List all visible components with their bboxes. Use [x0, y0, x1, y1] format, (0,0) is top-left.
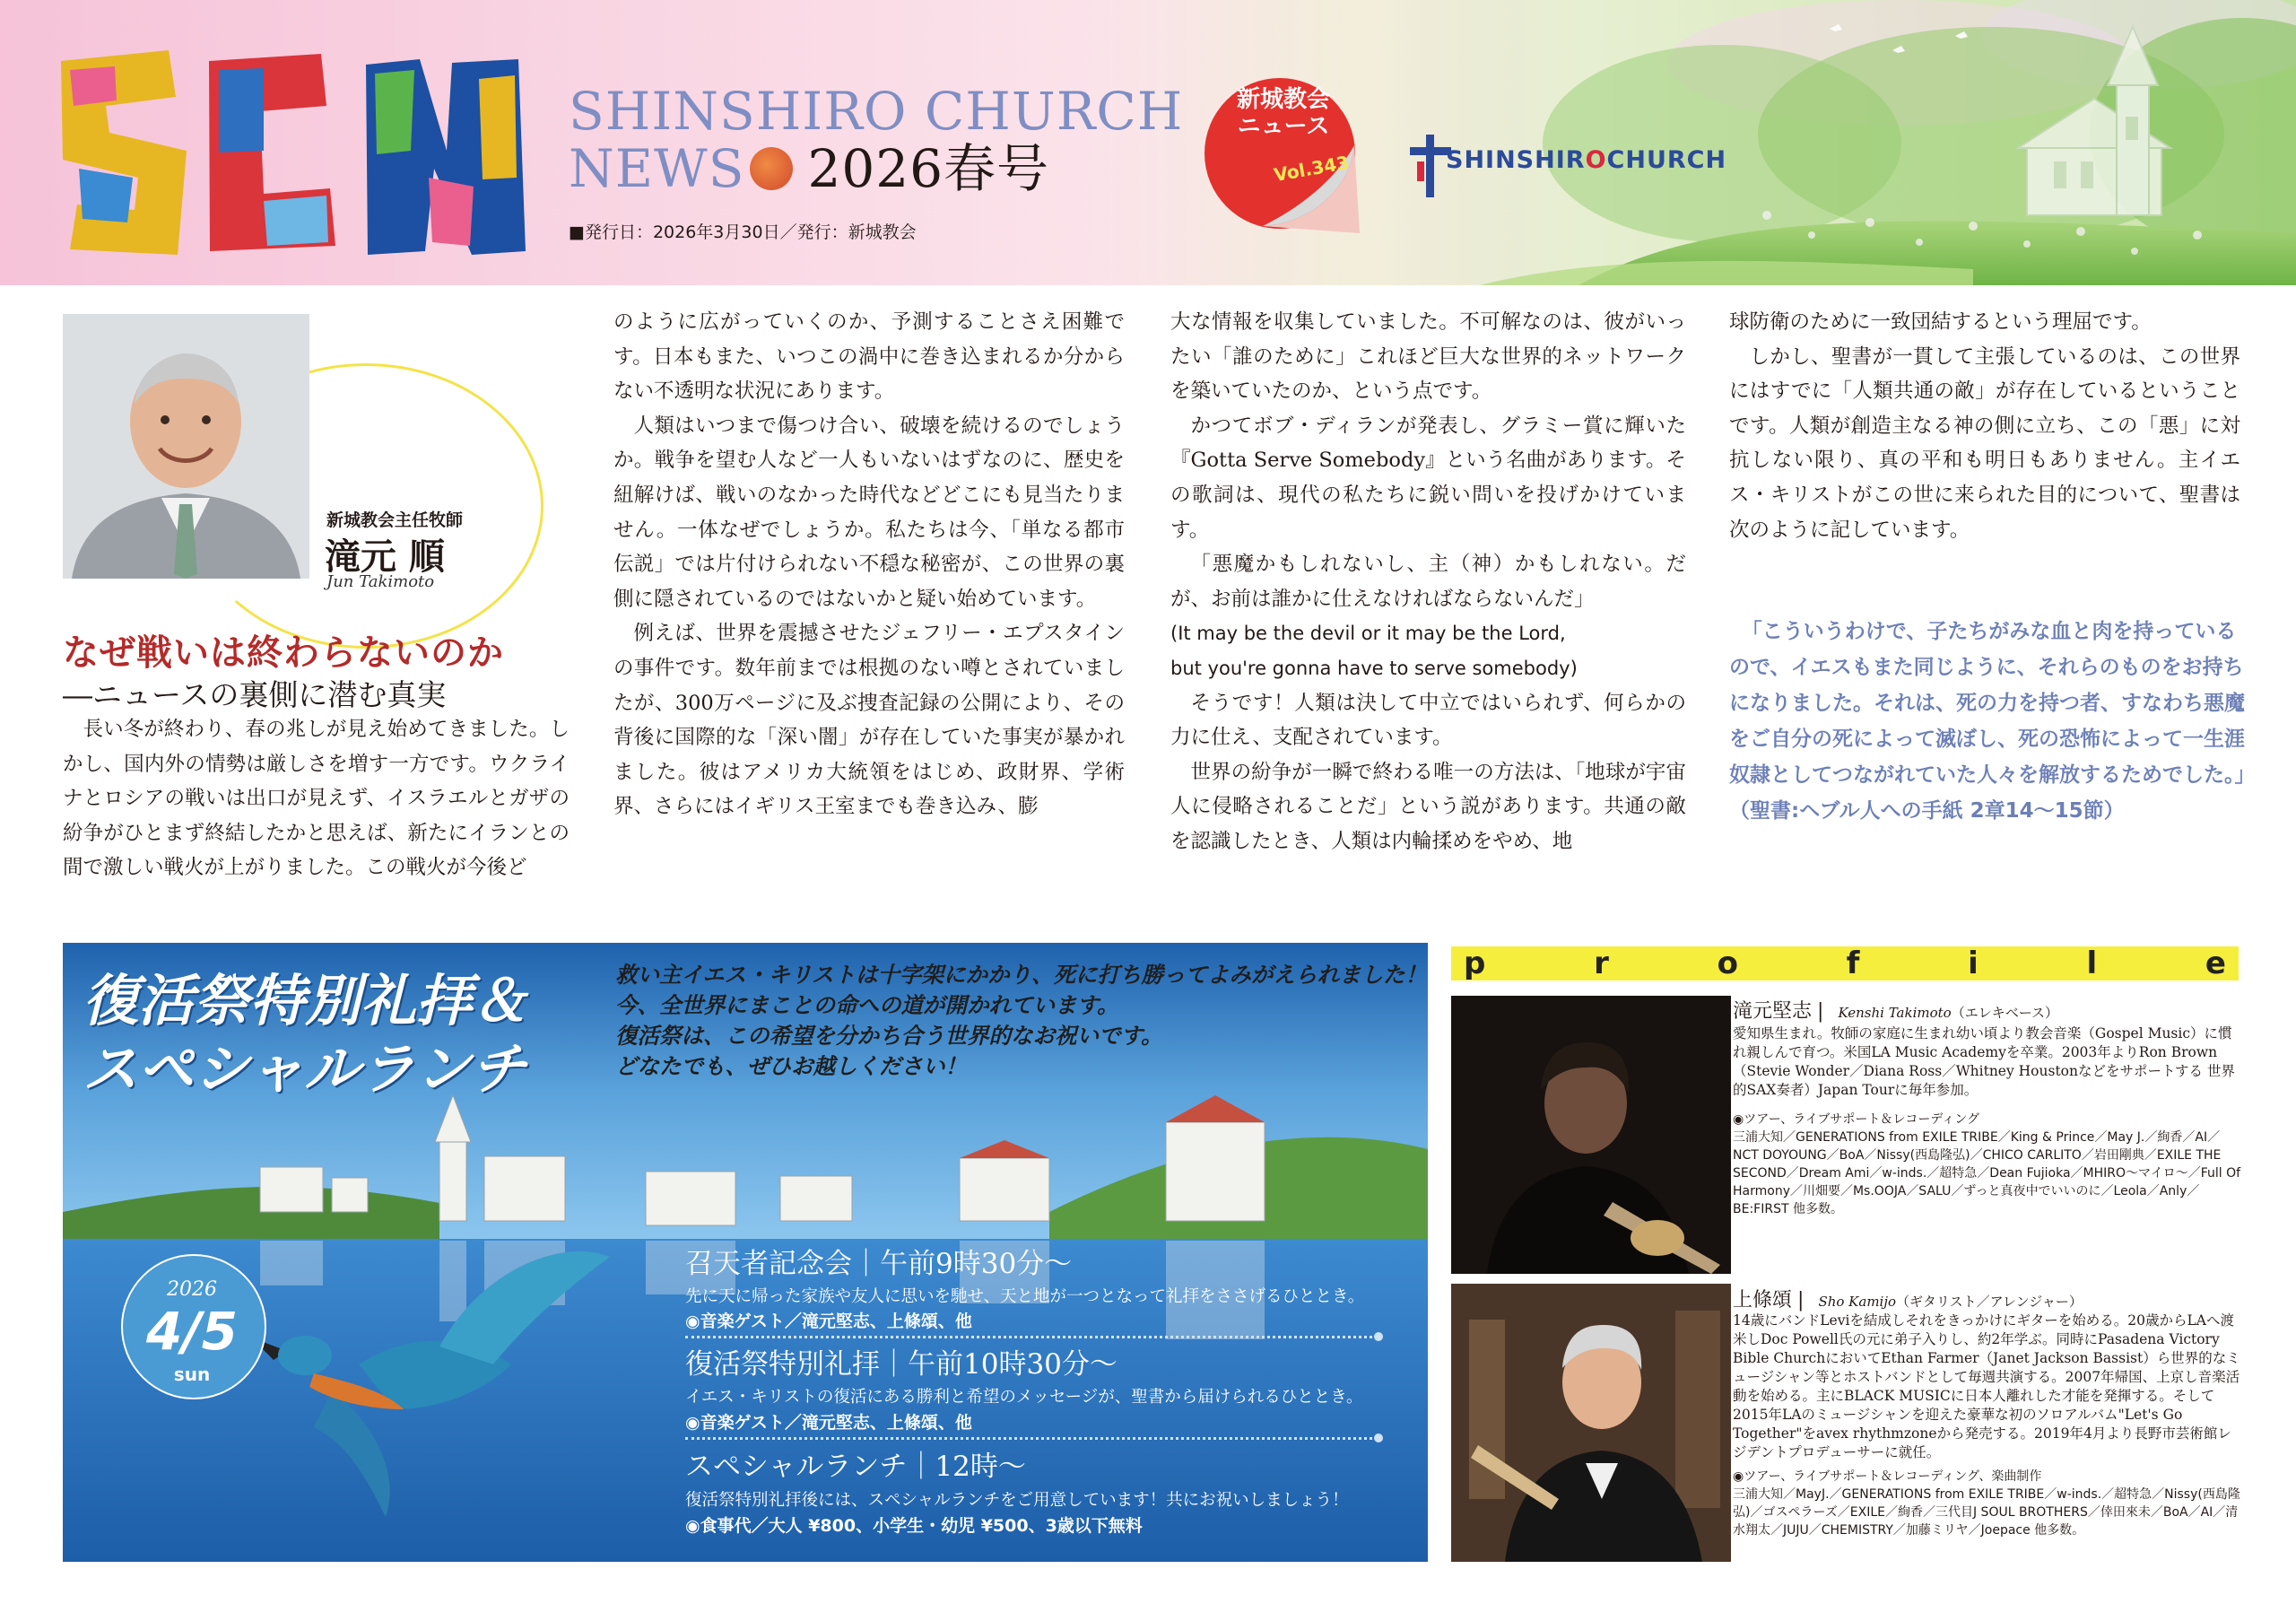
profile-bio	[1733, 1312, 2242, 1462]
publication-info: ■発行日：2026年3月30日／発行：新城教会	[569, 222, 917, 242]
event-guest: ◉音楽ゲスト／滝元堅志、上條頌、他	[685, 1413, 972, 1433]
bible-verse	[1729, 614, 2256, 829]
profile-name-english: Sho Kamijo	[1818, 1294, 1897, 1310]
brand-line-1: SHINSHIRO CHURCH	[569, 81, 1184, 142]
profile-name: 滝元堅志	[1733, 1000, 1813, 1023]
wordmark-part-2: CHURCH	[1606, 146, 1727, 174]
bassist-photo	[1451, 996, 1731, 1274]
author-name: 滝元 順	[325, 536, 445, 578]
brand-line-2: NEWS	[569, 138, 745, 199]
event-divider	[685, 1437, 1378, 1440]
profile-letter: i	[1968, 946, 1979, 981]
paragraph: 人類はいつまで傷つけ合い、破壊を続けるのでしょうか。戦争を望む人など一人もいないはずなのに、歴史を紐解けば、戦いのなかった時代などどこにも見当たりません。一体なぜでしょうか。私たちは今、「単なる都市伝説」では片付けられない不穏な秘密が、この世界の裏側に隠されているのではないかと疑い始めています。	[613, 414, 1125, 611]
bio-text: 14歳にバンドLeviを結成しそれをきっかけにギターを始める。20歳からLAへ渡米しDoc Powell氏の元に弟子入りし、約2年学ぶ。同時にPasadena Victory Bible ChurchにおいてEthan Farmer（Janet Jackson Bassist）ら世界的なミュージシャン等とホストバンドとして毎週共演する。2007年帰国、上京し音楽活動を始める。主にBLACK MUSICに日本人離れした才能を発揮する。そして2015年LAのミュージシャンを迎えた豪華な初のソロアルバム"Let's Go Together"をavex rhythmzoneから発売する。2019年4月より長野市芸術館レジデントプロデューサーに就任。	[1733, 1312, 2240, 1460]
event-description: 先に天に帰った家族や友人に思いを馳せ、天と地が一つとなって礼拝をささげるひととき。	[685, 1287, 1365, 1306]
profile-credits	[1733, 1111, 2242, 1218]
lyric-japanese: 「悪魔かもしれないし、主（神）かもしれない。だが、お前は誰かに仕えなければならないんだ」	[1170, 553, 1686, 611]
masthead	[0, 0, 2296, 285]
newsletter-title	[569, 83, 1183, 197]
paragraph: 大な情報を収集していました。不可解なのは、彼がいったい「誰のために」これほど巨大な世界的ネットワークを築いていたのか、という点です。	[1170, 310, 1686, 404]
event-title-easter-service: 復活祭特別礼拝｜午前10時30分～	[685, 1348, 1118, 1381]
paragraph: かつてボブ・ディランが発表し、グラミー賞に輝いた『Gotta Serve Somebody』という名曲があります。その歌詞は、現代の私たちに鋭い問いを投げかけています。	[1170, 414, 1686, 542]
date-year: 2026	[167, 1278, 217, 1301]
issue-label: 2026春号	[807, 138, 1050, 199]
easter-message	[615, 960, 1427, 1082]
paragraph: のように広がっていくのか、予測することさえ困難です。日本もまた、いつこの渦中に巻き込まれるか分からない不透明な状況にあります。	[613, 310, 1125, 404]
spring-church-illustration	[1345, 0, 2296, 285]
name-separator: |	[1797, 1289, 1805, 1312]
message-line: 今、全世界にまことの命への道が開かれています。	[615, 992, 1119, 1018]
easter-title-line-1: 復活祭特別礼拝＆	[83, 968, 528, 1033]
profile-letter: o	[1717, 946, 1738, 981]
author-name-english: Jun Takimoto	[326, 572, 435, 591]
sticker-line-1: 新城教会	[1236, 86, 1330, 113]
profile-name-english: Kenshi Takimoto	[1838, 1005, 1952, 1021]
profile-letter: f	[1846, 946, 1860, 981]
credits-heading: ◉ツアー、ライブサポート＆レコーディング	[1733, 1112, 1979, 1127]
sticker-label	[1216, 86, 1351, 140]
event-price: ◉食事代／大人 ¥800、小学生・幼児 ¥500、3歳以下無料	[685, 1516, 1143, 1536]
lyric-english-2: but you're gonna have to serve somebody)	[1170, 657, 1578, 679]
credits-list: 三浦大知／GENERATIONS from EXILE TRIBE／King & Prince／May J.／絢香／AI／NCT DOYOUNG／BoA／Nissy(西島隆弘)／CHICO CARLITO／岩田剛典／EXILE THE SECOND／Dream Ami／w-inds.／超特急／Dean Fujioka／MHIRO～マイロ～／Full Of Harmony／川畑要／Ms.OOJA／SALU／ずっと真夜中でいいのに／Leola／Anly／BE:FIRST 他多数。	[1733, 1130, 2241, 1216]
guitarist-photo	[1451, 1284, 1731, 1562]
profile-name: 上條頌	[1733, 1289, 1793, 1312]
date-day: 4/5	[146, 1301, 238, 1362]
profile-heading	[1451, 946, 2239, 980]
article-column-1	[63, 712, 570, 885]
article-column-3	[1170, 305, 1686, 859]
paragraph: しかし、聖書が一貫して主張しているのは、この世界にはすでに「人類共通の敵」が存在しているということです。人類が創造主なる神の側に立ち、この「悪」に対抗しない限り、真の平和も明日もありません。主イエス・キリストがこの世に来られた目的について、聖書は次のように記しています。	[1729, 344, 2240, 542]
volume-number: Vol.343	[1272, 151, 1351, 187]
paragraph: 例えば、世界を震撼させたジェフリー・エプスタインの事件です。数年前までは根拠のない噂とされていましたが、300万ページに及ぶ捜査記録の公開により、その背後に国際的な「深い闇」が存在していた事実が暴かれました。彼はアメリカ大統領をはじめ、政財界、学術界、さらにはイギリス王室までも巻き込み、膨	[613, 622, 1125, 819]
easter-title	[83, 967, 527, 1103]
message-line: どなたでも、ぜひお越しください！	[615, 1053, 967, 1079]
verse-text: 「こういうわけで、子たちがみな血と肉を持っているので、イエスもまた同じように、それらのものをお持ちになりました。それは、死の力を持つ者、すなわち悪魔をご自分の死によって滅ぼし、死の恐怖によって一生涯奴隷としてつながれていた人々を解放するためでした。」	[1729, 620, 2256, 787]
wordmark-part-1: SHINSHIR	[1446, 146, 1586, 174]
church-logo-wordmark	[1446, 146, 1726, 174]
verse-reference: （聖書:ヘブル人への手紙 2章14～15節）	[1729, 799, 2125, 823]
brand-dot-icon	[750, 147, 793, 190]
article-column-2	[613, 305, 1125, 824]
profile-letter: r	[1594, 946, 1609, 981]
profile-name-sho	[1733, 1285, 2083, 1312]
author-role: 新城教会主任牧師	[326, 510, 464, 530]
bio-text: 愛知県生まれ。牧師の家庭に生まれ幼い頃より教会音楽（Gospel Music）に慣れ親しんで育つ。米国LA Music Academyを卒業。2003年よりRon Brown（Stevie Wonder／Diana Ross／Whitney Houstonなどをサポートする 世界的SAX奏者）Japan Tourに毎年参加。	[1733, 1025, 2235, 1098]
profile-name-kenshi	[1733, 996, 2058, 1024]
profile-bio	[1733, 1024, 2242, 1100]
paragraph: 球防衛のために一致団結するという理屈です。	[1729, 310, 2152, 334]
paragraph: 世界の紛争が一瞬で終わる唯一の方法は、「地球が宇宙人に侵略されることだ」という説があります。共通の敵を認識したとき、人類は内輪揉めをやめ、地	[1170, 760, 1686, 853]
skn-logo	[52, 43, 536, 264]
article-column-4	[1729, 305, 2240, 547]
wordmark-o: O	[1585, 146, 1607, 174]
easter-title-line-2: スペシャルランチ	[83, 1036, 526, 1102]
event-description: イエス・キリストの復活にある勝利と希望のメッセージが、聖書から届けられるひととき。	[685, 1388, 1363, 1407]
credits-list: 三浦大知／MayJ.／GENERATIONS from EXILE TRIBE／w-inds.／超特急／Nissy(西島隆弘)／ゴスペラーズ／EXILE／絢香／三代目J SOUL BROTHERS／倖田來未／BoA／AI／清水翔太／JUJU／CHEMISTRY／加藤ミリヤ／Joepace 他多数。	[1733, 1487, 2240, 1538]
date-weekday: sun	[173, 1364, 211, 1385]
profile-role: （ギタリスト／アレンジャー）	[1896, 1294, 2083, 1310]
event-divider	[685, 1336, 1378, 1338]
profile-letter: e	[2205, 946, 2226, 981]
event-title-memorial: 召天者記念会｜午前9時30分～	[685, 1248, 1073, 1280]
event-guest: ◉音楽ゲスト／滝元堅志、上條頌、他	[685, 1312, 972, 1331]
name-separator: |	[1817, 1000, 1824, 1023]
message-line: 復活祭は、この希望を分かち合う世界的なお祝いです。	[615, 1023, 1163, 1049]
article-subheadline: ―ニュースの裏側に潜む真実	[63, 677, 447, 712]
profile-role: （エレキベース）	[1951, 1005, 2058, 1021]
message-line: 救い主イエス・キリストは十字架にかかり、死に打ち勝ってよみがえられました！	[615, 962, 1428, 988]
profile-credits	[1733, 1468, 2242, 1539]
profile-letter: l	[2086, 946, 2098, 981]
event-title-lunch: スペシャルランチ｜12時～	[685, 1451, 1026, 1483]
article-headline: なぜ戦いは終わらないのか	[63, 632, 504, 674]
sticker-line-2: ニュース	[1237, 113, 1330, 140]
paragraph: 長い冬が終わり、春の兆しが見え始めてきました。しかし、国内外の情勢は厳しさを増す一方です。ウクライナとロシアの戦いは出口が見えず、イスラエルとガザの紛争がひとまず終結したかと思えば、新たにイランとの間で激しい戦火が上がりました。この戦火が今後ど	[63, 718, 570, 880]
paragraph: そうです！人類は決して中立ではいられず、何らかの力に仕え、支配されています。	[1170, 691, 1686, 750]
profile-letter: p	[1464, 946, 1486, 981]
event-description: 復活祭特別礼拝後には、スペシャルランチをご用意しています！共にお祝いしましょう！	[685, 1491, 1349, 1510]
credits-heading: ◉ツアー、ライブサポート＆レコーディング、楽曲制作	[1733, 1469, 2042, 1484]
lyric-english-1: (It may be the devil or it may be the Lord,	[1170, 623, 1566, 645]
pastor-portrait	[63, 314, 309, 579]
